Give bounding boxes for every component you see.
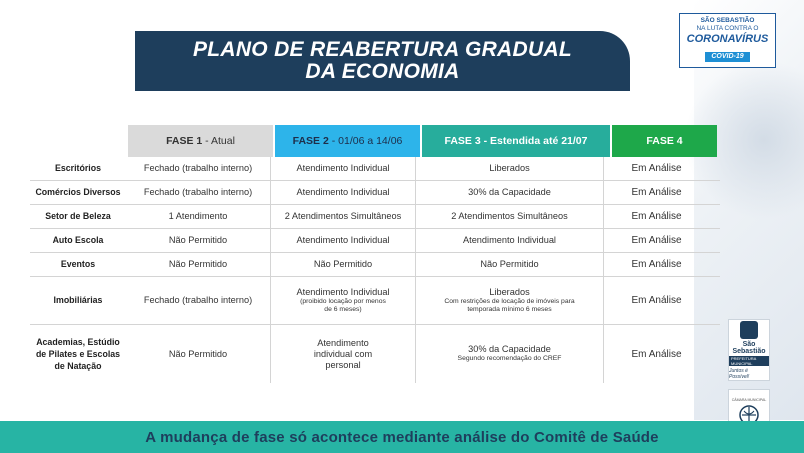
reopening-table	[30, 125, 720, 383]
cell-phase-2-main: Atendimento Individual	[296, 286, 390, 297]
cell-phase-2: Atendimento Individual	[271, 157, 416, 180]
cell-phase-2: Atendimento Individual	[271, 229, 416, 252]
cell-phase-1: Fechado (trabalho interno)	[126, 277, 271, 324]
table-row	[30, 229, 720, 253]
row-label: Eventos	[60, 259, 96, 269]
cell-phase-4: Em Análise	[631, 211, 682, 222]
cell-phase-3: Liberados	[416, 157, 604, 180]
cell-phase-4: Em Análise	[631, 348, 682, 360]
footer-bar	[0, 421, 804, 453]
header-phase-3-name: FASE 3 - Estendida até 21/07	[444, 134, 588, 147]
table-row	[30, 277, 720, 325]
cell-phase-1: Não Permitido	[126, 253, 271, 276]
cell-phase-3-main: Liberados	[489, 286, 530, 297]
cell-phase-3: Não Permitido	[416, 253, 604, 276]
badge-subtitle: NA LUTA CONTRA O	[696, 25, 759, 32]
header-spacer	[30, 125, 126, 157]
cell-phase-3-note: Segundo recomendação do CREF	[457, 355, 562, 363]
row-label: Escritórios	[55, 163, 101, 173]
city-band: PREFEITURA MUNICIPAL	[729, 356, 769, 366]
header-phase-2	[275, 125, 420, 157]
city-name-2: Sebastião	[732, 347, 766, 355]
cell-phase-2: Atendimento individual com personal	[271, 325, 416, 383]
row-label: Comércios Diversos	[35, 187, 121, 197]
badge-tag: COVID-19	[705, 52, 749, 62]
footer-text: A mudança de fase só acontece mediante análise do Comitê de Saúde	[145, 428, 659, 446]
cell-phase-2: Não Permitido	[271, 253, 416, 276]
cell-phase-4: Em Análise	[631, 259, 682, 270]
cell-phase-1: 1 Atendimento	[126, 205, 271, 228]
cell-phase-2-note: (proibido locação por menos de 6 meses)	[300, 297, 386, 313]
cell-phase-1: Não Permitido	[126, 229, 271, 252]
header-phase-4-name: FASE 4	[646, 134, 683, 147]
cell-phase-2	[271, 277, 416, 324]
table-row	[30, 181, 720, 205]
table-row	[30, 157, 720, 181]
cell-phase-4: Em Análise	[631, 187, 682, 198]
badge-virus: CORONAVÍRUS	[686, 33, 769, 45]
row-label: Auto Escola	[52, 235, 104, 245]
covid-campaign-badge	[679, 13, 776, 68]
cell-phase-1: Fechado (trabalho interno)	[126, 181, 271, 204]
table-row	[30, 205, 720, 229]
cell-phase-4: Em Análise	[631, 163, 682, 174]
header-phase-1	[128, 125, 273, 157]
council-top-text: CÂMARA MUNICIPAL	[731, 397, 767, 402]
cell-phase-3: 30% da Capacidade	[416, 181, 604, 204]
page-title-line-2: DA ECONOMIA	[305, 60, 460, 83]
table-row	[30, 253, 720, 277]
city-crest-icon	[740, 321, 758, 339]
city-name-1: São	[742, 340, 756, 348]
row-label: Academias, Estúdio de Pilates e Escolas de Natação	[35, 337, 121, 371]
cell-phase-3-main: 30% da Capacidade	[468, 344, 551, 355]
city-hall-logo	[728, 319, 770, 381]
cell-phase-4: Em Análise	[631, 295, 682, 306]
table-header-row	[30, 125, 720, 157]
cell-phase-4: Em Análise	[631, 235, 682, 246]
header-phase-2-name: FASE 2	[292, 134, 329, 147]
cell-phase-3: Atendimento Individual	[416, 229, 604, 252]
cell-phase-3	[416, 277, 604, 324]
table-row	[30, 325, 720, 383]
cell-phase-3	[416, 325, 604, 383]
cell-phase-2: Atendimento Individual	[271, 181, 416, 204]
badge-city: SÃO SEBASTIÃO	[700, 17, 755, 24]
header-phase-1-name: FASE 1	[166, 134, 203, 147]
header-phase-4	[612, 125, 717, 157]
cell-phase-3: 2 Atendimentos Simultâneos	[416, 205, 604, 228]
row-label: Imobiliárias	[53, 295, 103, 305]
header-phase-2-detail: - 01/06 a 14/06	[328, 134, 403, 147]
header-phase-3	[422, 125, 610, 157]
row-label: Setor de Beleza	[45, 211, 111, 221]
title-banner	[135, 31, 630, 91]
cell-phase-3-note: Com restrições de locação de imóveis para temporada mínimo 6 meses	[444, 297, 575, 313]
header-phase-1-detail: - Atual	[202, 134, 235, 147]
cell-phase-2: 2 Atendimentos Simultâneos	[271, 205, 416, 228]
cell-phase-1: Não Permitido	[126, 325, 271, 383]
cell-phase-1: Fechado (trabalho interno)	[126, 157, 271, 180]
page-title-line-1: PLANO DE REABERTURA GRADUAL	[192, 38, 573, 61]
city-slogan: Juntos é Possível!	[729, 367, 750, 380]
